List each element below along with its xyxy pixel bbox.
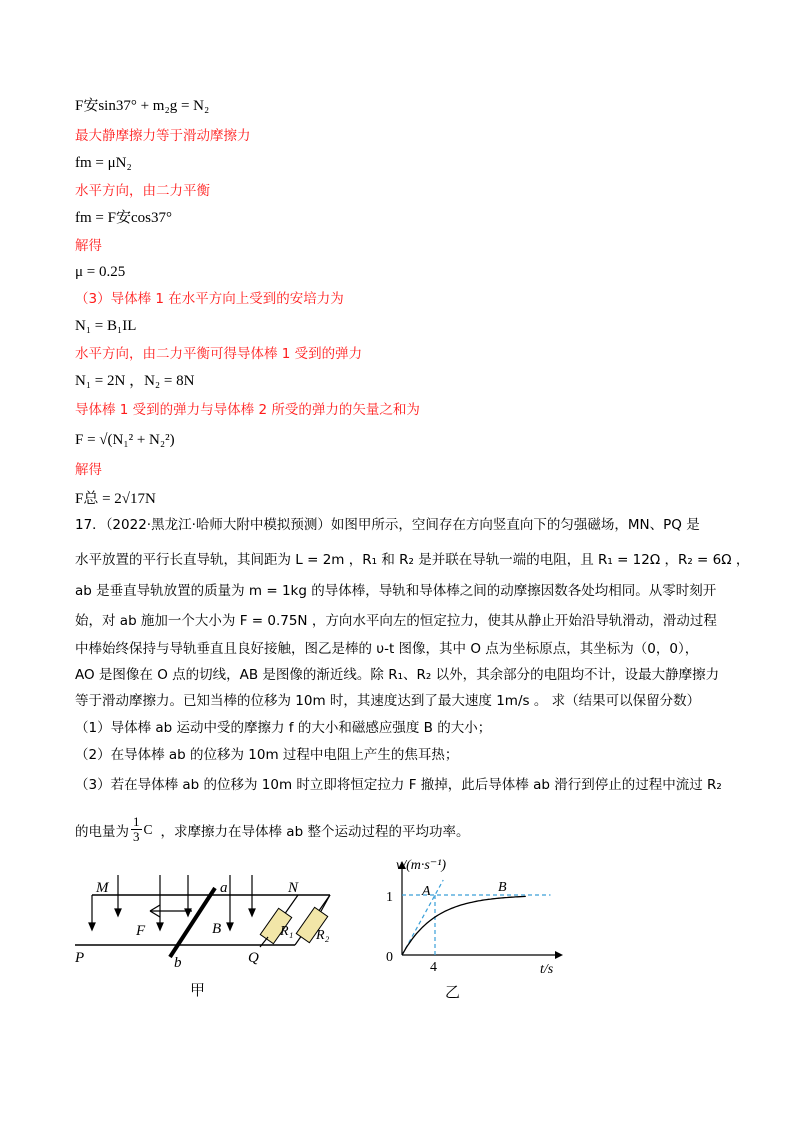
label-M: M bbox=[96, 880, 109, 896]
label-B: B bbox=[212, 921, 222, 937]
problem-statement-line2: 水平放置的平行长直导轨，其间距为 L = 2m ，R₁ 和 R₂ 是并联在导轨一端的电阻，且 R₁ = 12Ω ，R₂ = 6Ω ， bbox=[75, 552, 750, 568]
caption-yi: 乙 bbox=[445, 985, 461, 1000]
note-elastic-force: 水平方向，由二力平衡可得导体棒 1 受到的弹力 bbox=[75, 346, 363, 362]
conductor-rod-ab bbox=[170, 888, 215, 957]
equation-N-values: N₁ = 2N ，N₂ = 8N bbox=[75, 373, 195, 389]
question-3-prefix: 的电量为 bbox=[75, 823, 129, 840]
note-horizontal: 水平方向，由二力平衡 bbox=[75, 183, 210, 199]
question-1: （1）导体棒 ab 运动中受的摩擦力 f 的大小和磁感应强度 B 的大小； bbox=[75, 720, 492, 736]
label-R1: R₁ bbox=[280, 924, 294, 939]
part3-title: （3）导体棒 1 在水平方向上受到的安培力为 bbox=[75, 291, 344, 307]
charge-fraction bbox=[131, 815, 142, 844]
label-F: F bbox=[136, 923, 146, 939]
problem-statement-line3: ab 是垂直导轨放置的质量为 m = 1kg 的导体棒，导轨和导体棒之间的动摩擦因数各处均相同。从零时刻开 bbox=[75, 583, 717, 599]
equation-final-result: F总 = 2√17N bbox=[75, 491, 156, 507]
x-axis-label: t/s bbox=[540, 962, 554, 977]
point-B-label: B bbox=[498, 880, 507, 895]
magnetic-field-arrows bbox=[89, 875, 255, 930]
equation-N1: N₁ = B₁IL bbox=[75, 318, 137, 334]
equation-friction: fm = μN₂ bbox=[75, 155, 132, 171]
note-vector-sum: 导体棒 1 受到的弹力与导体棒 2 所受的弹力的矢量之和为 bbox=[75, 402, 420, 418]
vt-curve bbox=[402, 896, 526, 955]
origin-label: 0 bbox=[386, 950, 393, 965]
equation-vertical-balance: F安sin37° + m₂g = N₂ bbox=[75, 98, 210, 114]
problem-source: （2022·黑龙江·哈师大附中模拟预测） bbox=[105, 517, 331, 533]
fraction-denominator: 3 bbox=[133, 829, 140, 844]
y-axis-label: v/(m·s⁻¹) bbox=[396, 858, 447, 873]
point-A-label: A bbox=[422, 884, 431, 899]
label-a: a bbox=[220, 880, 228, 896]
note-max-static-friction: 最大静摩擦力等于滑动摩擦力 bbox=[75, 128, 251, 144]
caption-jia: 甲 bbox=[190, 983, 206, 999]
problem-statement-line4: 始，对 ab 施加一个大小为 F = 0.75N ，方向水平向左的恒定拉力，使其从静止开始沿导轨滑动，滑动过程 bbox=[75, 613, 717, 629]
figure-yi-vt-graph bbox=[380, 855, 590, 1000]
question-2: （2）在导体棒 ab 的位移为 10m 过程中电阻上产生的焦耳热； bbox=[75, 747, 459, 763]
equation-F-resultant: F = √(N₁² + N₂²) bbox=[75, 432, 175, 448]
charge-unit: C bbox=[143, 821, 153, 837]
x-tick-4: 4 bbox=[430, 960, 437, 975]
label-b: b bbox=[174, 955, 182, 971]
problem-statement-line5: 中棒始终保持与导轨垂直且良好接触，图乙是棒的 υ-t 图像，其中 O 点为坐标原点，其坐标为（0，0）， bbox=[75, 641, 699, 657]
fraction-numerator: 1 bbox=[133, 814, 140, 829]
question-3-suffix: ，求摩擦力在导体棒 ab 整个运动过程的平均功率。 bbox=[160, 823, 470, 840]
force-arrow-F bbox=[150, 905, 192, 917]
solve-label-2: 解得 bbox=[75, 462, 102, 478]
equation-fm: fm = F安cos37° bbox=[75, 210, 172, 226]
question-3-line1: （3）若在导体棒 ab 的位移为 10m 时立即将恒定拉力 F 撤掉，此后导体棒 ab 滑行到停止的过程中流过 R₂ bbox=[75, 777, 722, 793]
problem-number: 17． bbox=[75, 517, 106, 533]
label-P: P bbox=[75, 950, 85, 966]
solve-label: 解得 bbox=[75, 238, 102, 254]
y-tick-1: 1 bbox=[386, 890, 393, 905]
problem-text-1: 如图甲所示，空间存在方向竖直向下的匀强磁场，MN、PQ 是 bbox=[330, 517, 700, 533]
label-N: N bbox=[288, 880, 299, 896]
equation-mu: μ = 0.25 bbox=[75, 264, 126, 280]
x-axis-arrow bbox=[555, 951, 563, 959]
resistor-R1 bbox=[260, 895, 298, 947]
problem-statement-line1 bbox=[75, 513, 700, 533]
figure-jia bbox=[70, 865, 360, 1000]
question-3-line2 bbox=[75, 815, 469, 844]
label-Q: Q bbox=[248, 950, 259, 966]
label-R2: R₂ bbox=[316, 928, 330, 943]
problem-statement-line6: AO 是图像在 O 点的切线，AB 是图像的渐近线。除 R₁、R₂ 以外，其余部分的电阻均不计，设最大静摩擦力 bbox=[75, 667, 720, 683]
problem-statement-line7: 等于滑动摩擦力。已知当棒的位移为 10m 时，其速度达到了最大速度 1m/s 。 求（结果可以保留分数） bbox=[75, 693, 701, 709]
